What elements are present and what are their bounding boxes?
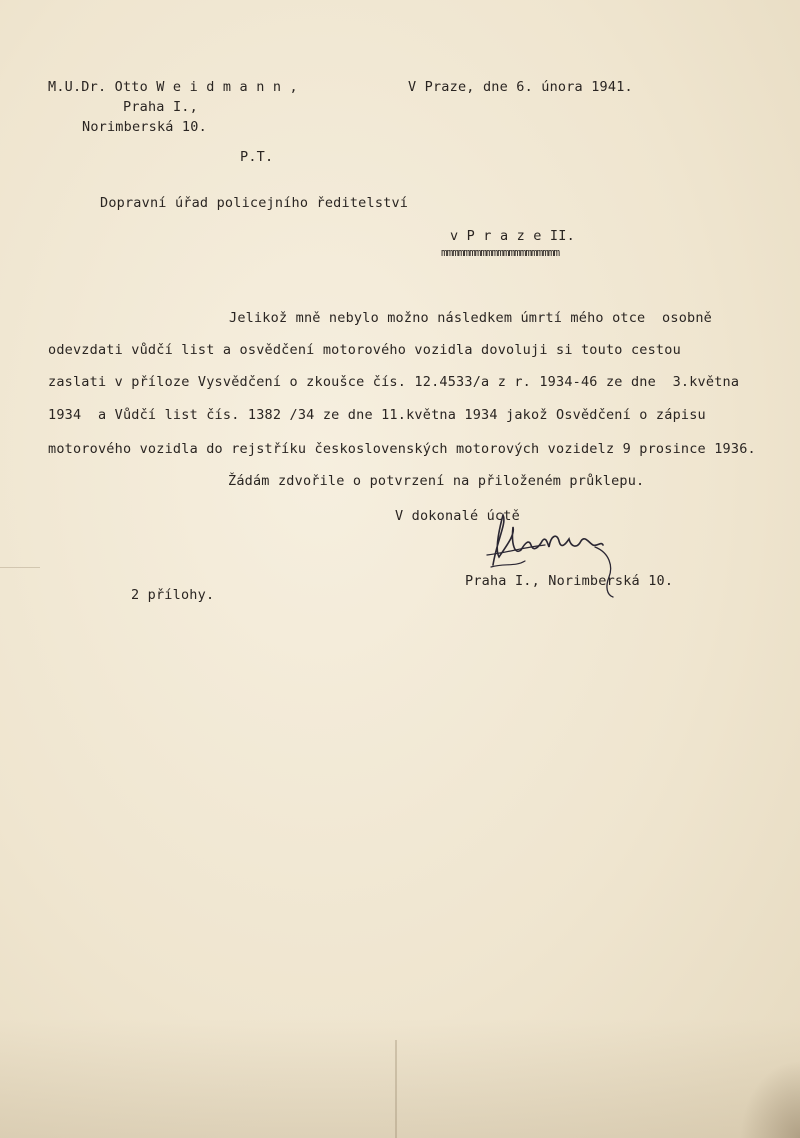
paper-fold-mark — [395, 1040, 397, 1138]
salutation: P.T. — [240, 149, 274, 165]
body-line-1: Jelikož mně nebylo možno následkem úmrtí mého otce osobně — [229, 310, 713, 326]
body-line-4: 1934 a Vůdčí list čís. 1382 /34 ze dne 11.května 1934 jakož Osvědčení o zápisu — [48, 407, 706, 423]
attachments-note: 2 přílohy. — [131, 587, 215, 603]
paper-stain — [740, 1060, 800, 1138]
recipient-underline: mmmmmmmmmmmmmmmmmmmmm — [441, 246, 560, 259]
recipient-city: v P r a z e II. — [450, 228, 575, 244]
date-line: V Praze, dne 6. února 1941. — [408, 79, 633, 95]
body-line-5: motorového vozidla do rejstříku československých motorových vozidelz 9 prosince 1936. — [48, 441, 756, 457]
body-line-3: zaslati v příloze Vysvědčení o zkoušce čís. 12.4533/a z r. 1934-46 ze dne 3.května — [48, 374, 740, 390]
sender-street: Norimberská 10. — [82, 119, 207, 135]
sender-city: Praha I., — [123, 99, 198, 115]
body-line-6: Žádám zdvořile o potvrzení na přiloženém průklepu. — [228, 473, 645, 489]
body-line-2: odevzdati vůdčí list a osvědčení motorového vozidla dovoluji si touto cestou — [48, 342, 681, 358]
sender-name: M.U.Dr. Otto W e i d m a n n , — [48, 79, 298, 95]
paper-fold-mark-left — [0, 567, 40, 568]
recipient-office: Dopravní úřad policejního ředitelství — [100, 195, 409, 211]
signature-address: Praha I., Norimberská 10. — [465, 573, 674, 589]
closing: V dokonalé úctě — [395, 508, 520, 524]
